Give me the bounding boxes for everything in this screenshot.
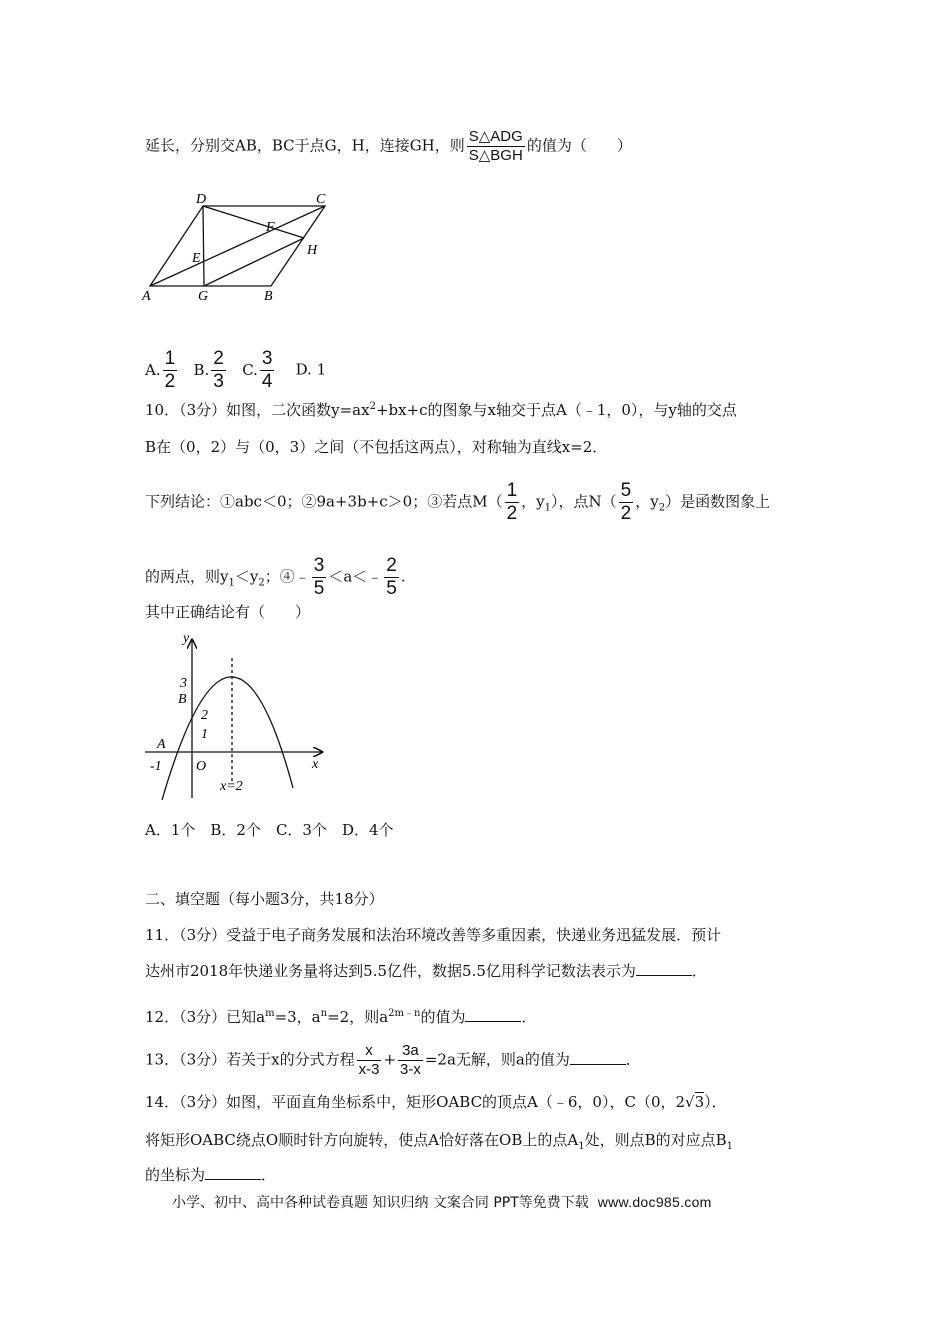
parallelogram-figure bbox=[138, 192, 343, 334]
label-B: B bbox=[178, 692, 187, 707]
q10-line3: 下列结论：①abc＜0；②9a+3b+c＞0；③若点M（ $\frac{1}{2}$ ，$y_1$），点N（ $\frac{5}{2}$ ，$y_2$）是函数图象上 bbox=[145, 480, 771, 524]
axis-of-symmetry-label: x=2 bbox=[220, 779, 243, 794]
q9-line1: 延长，分别交AB，BC于点G，H，连接GH，则 $\frac{\text{S△ADG}}{\text{S△BGH}}$ 的值为（ ） bbox=[145, 128, 632, 164]
parabola-figure bbox=[140, 628, 340, 800]
q10-options: A．1个 B．2个 C．3个 D．4个 bbox=[145, 821, 394, 839]
label-H: H bbox=[307, 243, 318, 258]
q11-line1: 11．（3分）受益于电子商务发展和法治环境改善等多重因素，快递业务迅猛发展．预计 bbox=[145, 926, 722, 944]
q10-line2: B在（0，2）与（0，3）之间（不包括这两点），对称轴为直线x=2． bbox=[145, 438, 608, 456]
label-A: A bbox=[142, 289, 151, 304]
label-A: A bbox=[157, 737, 166, 752]
option-B: B. $\frac{2}{3}$ bbox=[193, 348, 224, 392]
q9-options bbox=[145, 348, 326, 393]
footer: 小学、初中、高中各种试卷真题 知识归纳 文案合同 PPT等免费下载 www.doc985.com bbox=[172, 1194, 712, 1211]
label-E: E bbox=[192, 251, 201, 266]
footer-site-link[interactable]: www.doc985.com bbox=[597, 1194, 712, 1210]
answer-blank[interactable] bbox=[205, 1165, 261, 1180]
sqrt-symbol: √ bbox=[685, 1093, 695, 1111]
label-B: B bbox=[264, 289, 273, 304]
q10-line1: 10．（3分）如图，二次函数$y=ax^2+bx+c$的图象与x轴交于点A（﹣1，0），与y轴的交点 bbox=[145, 401, 737, 419]
label-y: y bbox=[183, 631, 190, 646]
answer-blank[interactable] bbox=[465, 1007, 521, 1022]
label-x: x bbox=[312, 757, 319, 772]
q10-line4: 的两点，则$y_1<y_2$；④﹣ $\frac{3}{5}$ ＜a＜﹣ $\frac{2}{5}$ . bbox=[145, 555, 406, 599]
label-D: D bbox=[196, 192, 207, 207]
q14-line2: 将矩形OABC绕点O顺时针方向旋转，使点A恰好落在OB上的点$A_1$处，则点B的对应点$B_1$ bbox=[145, 1131, 733, 1152]
option-D: D. 1 bbox=[295, 360, 327, 379]
label-O: O bbox=[196, 759, 207, 774]
q14-line3: 的坐标为 ． bbox=[145, 1166, 277, 1184]
q10-line5: 其中正确结论有（ ） bbox=[145, 603, 311, 621]
option-C: C. $\frac{3}{4}$ bbox=[242, 348, 273, 392]
label-G: G bbox=[198, 289, 209, 304]
area-ratio-fraction: $\frac{\text{S△ADG}}{\text{S△BGH}}$ bbox=[468, 128, 523, 164]
q13-line: 13．（3分）若关于x的分式方程 $\frac{x}{x-3}$ + $\frac{3a}{3-x}$ =2a无解，则a的值为 ． bbox=[145, 1042, 641, 1078]
answer-blank[interactable] bbox=[636, 961, 692, 976]
option-A: A. $\frac{1}{2}$ bbox=[145, 348, 176, 392]
answer-blank[interactable] bbox=[570, 1050, 626, 1065]
tick-neg1: -1 bbox=[150, 759, 162, 774]
section-heading: 二、填空题（每小题3分，共18分） bbox=[145, 890, 384, 908]
tick-1: 1 bbox=[201, 727, 208, 742]
label-C: C bbox=[316, 192, 326, 207]
label-F: F bbox=[266, 220, 275, 235]
tick-2: 2 bbox=[201, 708, 208, 723]
q11-line2: 达州市2018年快递业务量将达到5.5亿件，数据5.5亿用科学记数法表示为 ． bbox=[145, 962, 707, 980]
q14-line1: 14．（3分）如图，平面直角坐标系中，矩形OABC的顶点A（﹣6，0），C（0，2√3）． bbox=[145, 1093, 727, 1111]
tick-3: 3 bbox=[180, 676, 187, 691]
q12-line: 12．（3分）已知$a^m=3$，$a^n=2$，则$a^{2m﹣n}$的值为 ． bbox=[145, 1008, 537, 1026]
